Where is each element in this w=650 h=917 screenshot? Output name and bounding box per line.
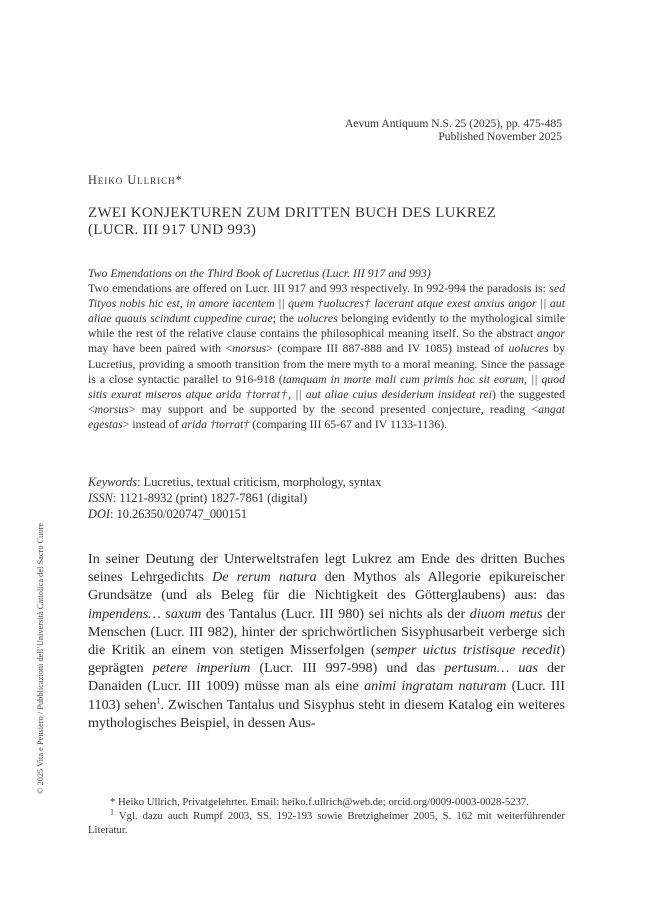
body-text: (Lucr. III 997-998) und das bbox=[250, 660, 445, 677]
body-text: ) geprägten bbox=[88, 642, 566, 677]
body-italic: diuom metus bbox=[469, 605, 543, 622]
footnote-1 bbox=[88, 809, 565, 837]
abstract-term: uolucres bbox=[297, 311, 338, 326]
abstract-text: Two emendations are offered on Lucr. III 917 and 993 respectively. In 992-994 the paradosis is: bbox=[88, 281, 550, 296]
abstract-text: belonging evidently to the mythological simile while the rest of the relative clause contains the philosophical meaning itself. So the abstract bbox=[88, 311, 565, 341]
article-title bbox=[88, 205, 568, 239]
title-line-1: ZWEI KONJEKTUREN ZUM DRITTEN BUCH DES LUKREZ bbox=[88, 205, 497, 221]
title-line-2: (LUCR. III 917 UND 993) bbox=[88, 222, 257, 238]
article-metadata bbox=[88, 474, 565, 523]
footnote-ref[interactable]: 1 bbox=[156, 695, 161, 705]
footnote-number: 1 bbox=[110, 807, 114, 817]
abstract-term: uolucres bbox=[508, 341, 549, 356]
abstract-text: > instead of bbox=[122, 416, 182, 431]
doi-label: DOI bbox=[88, 507, 111, 522]
abstract-term: arida †torrat† bbox=[181, 416, 250, 431]
journal-citation bbox=[345, 117, 562, 143]
issn-label: ISSN bbox=[88, 491, 113, 506]
body-italic: petere imperium bbox=[152, 660, 251, 677]
footnotes bbox=[88, 795, 565, 837]
abstract-text: > may support and be supported by the second presented conjecture, reading < bbox=[128, 401, 539, 416]
footnote-author: * Heiko Ullrich, Privatgelehrter. Email: heiko.f.ullrich@web.de; orcid.org/0009-0003-0028-5237. bbox=[110, 796, 529, 808]
body-text: (Lucr. III 1103) sehen bbox=[88, 678, 566, 713]
body-text: den Mythos als Allegorie epikureischer Grundsätze (und als Beleg für die Nichtigkeit des Götterglaubens) aus: das bbox=[88, 569, 565, 604]
abstract-quote: sed Tityos nobis hic est, in amore iacentem || quem †uolucres† lacerant atque exest anxius angor || aut aliae quauis scindunt cuppedine curae bbox=[88, 281, 565, 326]
journal-line: Aevum Antiquum N.S. 25 (2025), pp. 475-485 bbox=[344, 117, 562, 130]
body-text: der Danaiden (Lucr. III 1009) müsse man als eine bbox=[88, 660, 565, 695]
abstract-text: ) the suggested < bbox=[88, 386, 566, 416]
issn-line bbox=[88, 490, 565, 506]
body-italic: semper uictus tristisque recedit bbox=[375, 642, 561, 659]
copyright-sidebar: © 2025 Vita e Pensiero / Pubblicazioni dell’Università Cattolica del Sacro Cuore bbox=[36, 522, 45, 794]
keywords-value: : Lucretius, textual criticism, morphology, syntax bbox=[137, 475, 382, 489]
abstract bbox=[88, 266, 565, 432]
abstract-text: (comparing III 65-67 and IV 1133-1136). bbox=[249, 416, 448, 431]
abstract-term: angat egestas bbox=[88, 401, 565, 431]
body-italic: impendens… saxum bbox=[88, 605, 202, 622]
body-italic: pertusum… uas bbox=[444, 660, 538, 677]
keywords-label: Keywords bbox=[88, 475, 138, 489]
abstract-term: angor bbox=[536, 326, 565, 341]
body-text: In seiner Deutung der Unterweltstrafen legt Lukrez am Ende des dritten Buches seines Lehrgedichts bbox=[88, 551, 565, 586]
body-text: des Tantalus (Lucr. III 980) sei nichts als der bbox=[201, 605, 470, 622]
abstract-text: by Lucretius, providing a smooth transition from the mere myth to a moral meaning. Since the passage is a close syntactic parallel to 916-918 ( bbox=[88, 341, 565, 386]
abstract-text: ; the bbox=[272, 311, 298, 326]
published-line: Published November 2025 bbox=[438, 130, 562, 143]
abstract-quote: tamquam in morte mali cum primis hoc sit eorum, || quod sitis exurat miseros atque arida †torrat†, || aut aliae cuius desiderium insideat rei bbox=[88, 371, 565, 401]
issn-value: : 1121-8932 (print) 1827-7861 (digital) bbox=[112, 491, 308, 506]
doi-value: : 10.26350/020747_000151 bbox=[110, 507, 248, 522]
abstract-title: Two Emendations on the Third Book of Lucretius (Lucr. III 917 and 993) bbox=[88, 266, 431, 280]
body-text: der Menschen (Lucr. III 982), hinter der sprichwörtlichen Sisyphusarbeit verberge sich die Kritik an einem von stetigen Misserfolgen ( bbox=[88, 605, 565, 659]
footnote-1-text: Vgl. dazu auch Rumpf 2003, SS. 192-193 sowie Bretzigheimer 2005, S. 162 mit weiterführender Literatur. bbox=[88, 810, 565, 836]
body-italic: animi ingratam naturam bbox=[364, 678, 507, 695]
body-text: . Zwischen Tantalus und Sisyphus steht in diesem Katalog ein weiteres mythologisches Beispiel, in dessen Aus- bbox=[88, 696, 565, 731]
body-italic: De rerum natura bbox=[212, 569, 317, 586]
body-paragraph bbox=[88, 550, 565, 732]
abstract-term: morsus bbox=[232, 341, 267, 356]
doi-line bbox=[88, 506, 565, 522]
abstract-text: > (compare III 887-888 and IV 1085) instead of bbox=[266, 341, 509, 356]
author-name: Heiko Ullrich* bbox=[88, 173, 183, 187]
abstract-term: morsus bbox=[94, 401, 129, 416]
keywords-line bbox=[88, 474, 565, 490]
abstract-text: may have been paired with < bbox=[88, 341, 233, 356]
